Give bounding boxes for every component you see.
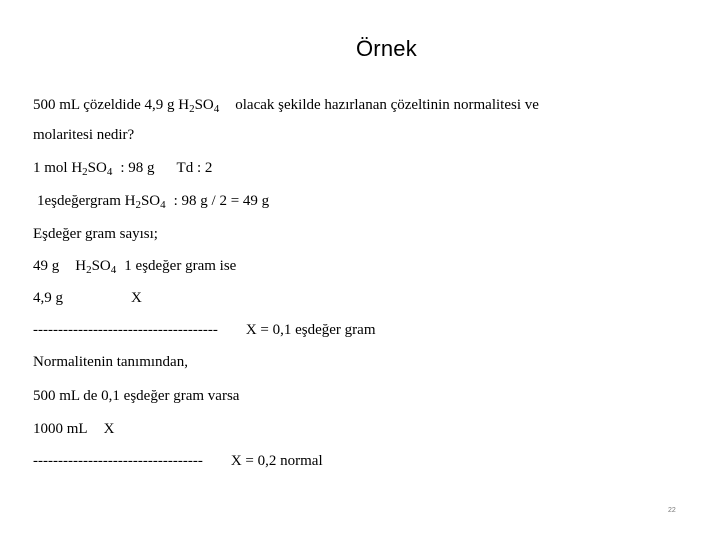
subscript-4: 4 [106,166,113,178]
equiv-mid: SO [140,193,161,209]
result-line-2 [33,454,323,469]
subscript-2: 2 [86,264,92,276]
equiv-prefix: 1eşdeğergram H [37,193,136,209]
subscript-4: 4 [110,264,117,276]
equivalent-line [37,194,269,209]
subscript-4: 4 [160,199,166,211]
equiv-calc: : 98 g / 2 = 49 g [173,193,270,209]
prop2-x: X [131,290,142,306]
heading-normality: Normalitenin tanımından, [33,354,188,370]
question-line-1 [33,98,539,113]
mol-mass: : 98 g [120,160,155,176]
subscript-2: 2 [135,199,141,211]
proportion-line-3 [33,422,114,437]
prop2-mass: 4,9 g [33,290,63,306]
prop1-formula-so: SO [91,258,111,274]
page-number: 22 [668,507,676,514]
mol-mid: SO [87,160,107,176]
prop1-mass: 49 g [33,258,60,274]
result-normal: X = 0,2 normal [230,453,323,469]
question-text-b: SO [194,97,214,113]
proportion-line-2 [33,291,142,306]
prop1-equiv: 1 eşdeğer gram ise [124,258,237,274]
proportion-line-1 [33,259,236,274]
slide-title: Örnek [356,36,417,61]
question-line-2: molaritesi nedir? [33,127,135,143]
result-line-1 [33,323,376,338]
mol-line [33,161,212,176]
heading-equivalent-count: Eşdeğer gram sayısı; [33,226,158,242]
fraction-dashes: ---------------------------------- [33,453,203,469]
line-500ml: 500 mL de 0,1 eşdeğer gram varsa [33,388,240,404]
mol-prefix: 1 mol H [33,160,83,176]
question-text-a: 500 mL çözeldide 4,9 g H [33,97,190,113]
subscript-4: 4 [213,103,220,115]
subscript-2: 2 [189,103,195,115]
question-text-c: olacak şekilde hazırlanan çözeltinin normalitesi ve [235,97,539,113]
prop3-volume: 1000 mL [33,421,88,437]
prop1-formula-h: H [75,258,87,274]
result-equivalent: X = 0,1 eşdeğer gram [245,322,376,338]
fraction-dashes: ------------------------------------- [33,322,218,338]
mol-td: Td : 2 [176,160,213,176]
subscript-2: 2 [82,166,88,178]
prop3-x: X [103,421,115,437]
